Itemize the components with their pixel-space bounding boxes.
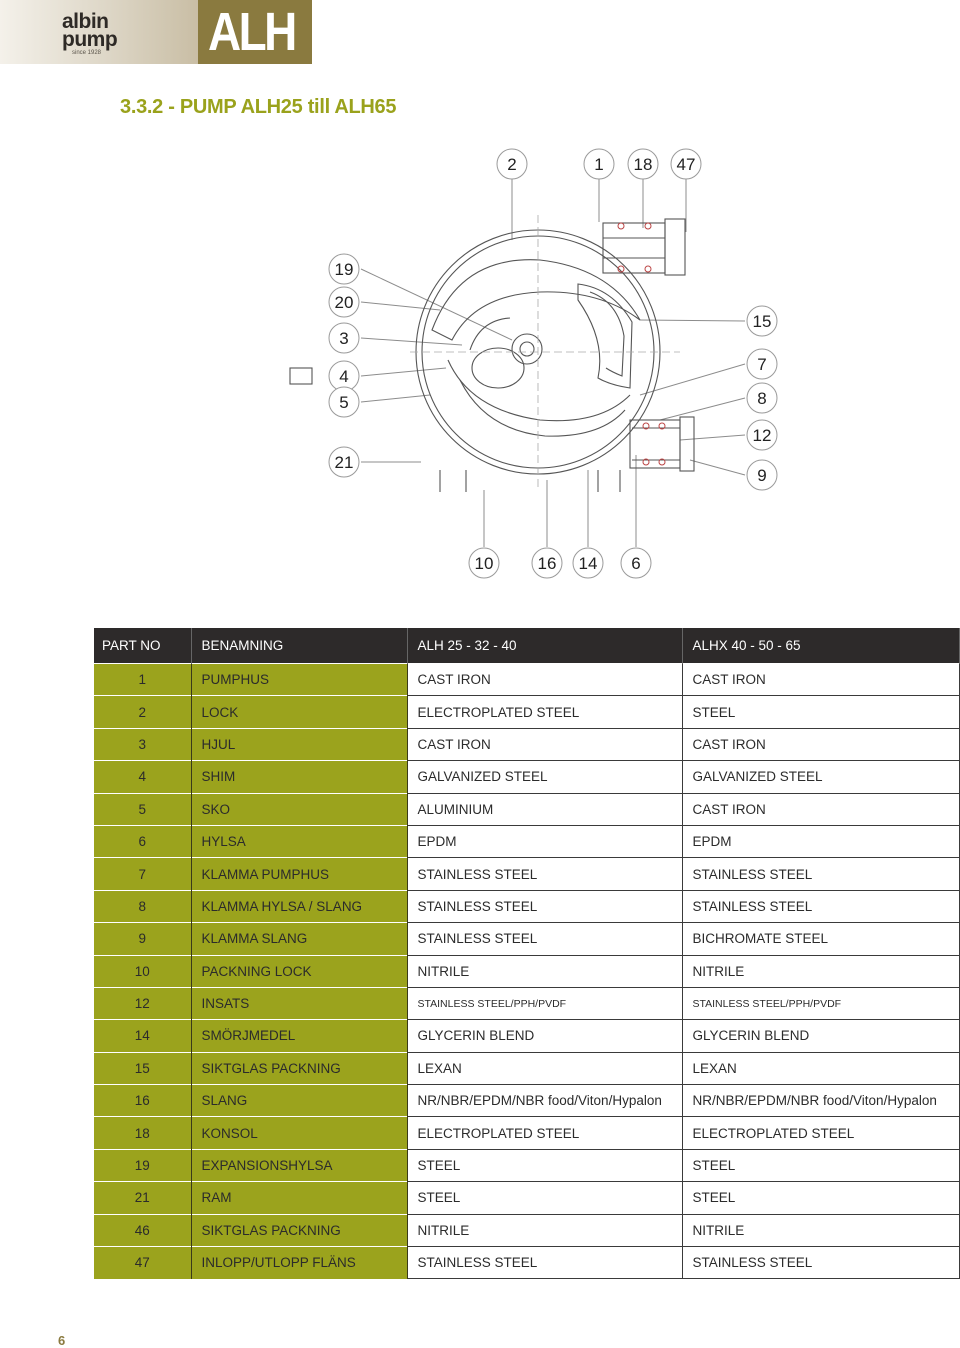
part-no-cell: 8 <box>94 890 191 922</box>
part-no-cell: 4 <box>94 761 191 793</box>
alhx-material-cell: GALVANIZED STEEL <box>682 761 959 793</box>
part-no-cell: 7 <box>94 858 191 890</box>
table-row <box>94 923 959 955</box>
benamning-cell: KLAMMA HYLSA / SLANG <box>191 890 407 922</box>
benamning-cell: SIKTGLAS PACKNING <box>191 1052 407 1084</box>
part-no-cell: 47 <box>94 1247 191 1279</box>
alh-material-cell: NITRILE <box>407 955 682 987</box>
benamning-cell: LOCK <box>191 696 407 728</box>
alhx-material-cell: BICHROMATE STEEL <box>682 923 959 955</box>
part-no-cell: 15 <box>94 1052 191 1084</box>
part-no-cell: 5 <box>94 793 191 825</box>
alh-material-cell: GLYCERIN BLEND <box>407 1020 682 1052</box>
callout-label: 2 <box>507 155 517 174</box>
part-no-cell: 14 <box>94 1020 191 1052</box>
alh-material-cell: STAINLESS STEEL <box>407 858 682 890</box>
callout-label: 10 <box>474 554 494 573</box>
callout-label: 14 <box>578 554 598 573</box>
callout-label: 1 <box>594 155 604 174</box>
alhx-material-cell: EPDM <box>682 825 959 857</box>
table-row <box>94 1149 959 1181</box>
callout-label: 4 <box>339 367 349 386</box>
alh-material-cell: ELECTROPLATED STEEL <box>407 696 682 728</box>
logo-since: since 1928 <box>72 50 102 56</box>
table-row <box>94 825 959 857</box>
table-row <box>94 955 959 987</box>
benamning-cell: KLAMMA PUMPHUS <box>191 858 407 890</box>
alhx-material-cell: STAINLESS STEEL <box>682 1247 959 1279</box>
header-part-no: PART NO <box>94 628 191 664</box>
callout-label: 20 <box>334 293 354 312</box>
benamning-cell: SLANG <box>191 1085 407 1117</box>
part-no-cell: 18 <box>94 1117 191 1149</box>
parts-table-body <box>94 664 959 1279</box>
part-no-cell: 9 <box>94 923 191 955</box>
alhx-material-cell: STEEL <box>682 1182 959 1214</box>
alh-material-cell: NITRILE <box>407 1214 682 1246</box>
alhx-material-cell: NITRILE <box>682 955 959 987</box>
alh-material-cell: ALUMINIUM <box>407 793 682 825</box>
alh-material-cell: LEXAN <box>407 1052 682 1084</box>
table-row <box>94 761 959 793</box>
table-row <box>94 793 959 825</box>
alhx-material-cell: STEEL <box>682 1149 959 1181</box>
benamning-cell: EXPANSIONSHYLSA <box>191 1149 407 1181</box>
table-row <box>94 890 959 922</box>
alh-material-cell: STAINLESS STEEL <box>407 1247 682 1279</box>
benamning-cell: HYLSA <box>191 825 407 857</box>
alhx-material-cell: STAINLESS STEEL <box>682 858 959 890</box>
alhx-material-cell: STAINLESS STEEL <box>682 890 959 922</box>
table-row <box>94 696 959 728</box>
alhx-material-cell: ELECTROPLATED STEEL <box>682 1117 959 1149</box>
table-row <box>94 987 959 1019</box>
alh-material-cell: EPDM <box>407 825 682 857</box>
part-no-cell: 10 <box>94 955 191 987</box>
parts-table <box>94 628 960 1279</box>
table-row <box>94 858 959 890</box>
callout-label: 5 <box>339 393 349 412</box>
benamning-cell: PUMPHUS <box>191 664 407 696</box>
alh-material-cell: STAINLESS STEEL/PPH/PVDF <box>407 987 682 1019</box>
alh-material-cell: NR/NBR/EPDM/NBR food/Viton/Hypalon <box>407 1085 682 1117</box>
benamning-cell: KLAMMA SLANG <box>191 923 407 955</box>
callout-label: 7 <box>757 355 767 374</box>
page-number: 6 <box>58 1333 66 1348</box>
pump-diagram <box>0 0 960 600</box>
alh-material-cell: GALVANIZED STEEL <box>407 761 682 793</box>
callout-label: 18 <box>633 155 653 174</box>
alh-material-cell: STAINLESS STEEL <box>407 923 682 955</box>
part-no-cell: 3 <box>94 728 191 760</box>
alhx-material-cell: LEXAN <box>682 1052 959 1084</box>
callout-label: 8 <box>757 389 767 408</box>
logo-line-2: pump <box>62 28 118 51</box>
benamning-cell: KONSOL <box>191 1117 407 1149</box>
benamning-cell: SIKTGLAS PACKNING <box>191 1214 407 1246</box>
benamning-cell: SMÖRJMEDEL <box>191 1020 407 1052</box>
table-row <box>94 1117 959 1149</box>
alh-material-cell: STEEL <box>407 1149 682 1181</box>
part-no-cell: 16 <box>94 1085 191 1117</box>
model-name: ALH <box>208 2 295 62</box>
callout-label: 15 <box>752 312 772 331</box>
benamning-cell: INLOPP/UTLOPP FLÄNS <box>191 1247 407 1279</box>
table-row <box>94 1247 959 1279</box>
benamning-cell: HJUL <box>191 728 407 760</box>
alhx-material-cell: CAST IRON <box>682 664 959 696</box>
table-row <box>94 1085 959 1117</box>
callout-label: 19 <box>334 260 354 279</box>
part-no-cell: 6 <box>94 825 191 857</box>
alh-material-cell: CAST IRON <box>407 664 682 696</box>
callout-label: 12 <box>752 426 772 445</box>
header-alhx: ALHX 40 - 50 - 65 <box>682 628 959 664</box>
part-no-cell: 19 <box>94 1149 191 1181</box>
alhx-material-cell: STAINLESS STEEL/PPH/PVDF <box>682 987 959 1019</box>
alh-material-cell: STAINLESS STEEL <box>407 890 682 922</box>
callout-label: 16 <box>537 554 557 573</box>
alhx-material-cell: NITRILE <box>682 1214 959 1246</box>
table-row <box>94 1052 959 1084</box>
alhx-material-cell: CAST IRON <box>682 793 959 825</box>
alhx-material-cell: STEEL <box>682 696 959 728</box>
alhx-material-cell: NR/NBR/EPDM/NBR food/Viton/Hypalon <box>682 1085 959 1117</box>
benamning-cell: SKO <box>191 793 407 825</box>
callout-label: 47 <box>676 155 696 174</box>
part-no-cell: 12 <box>94 987 191 1019</box>
part-no-cell: 1 <box>94 664 191 696</box>
benamning-cell: SHIM <box>191 761 407 793</box>
callout-label: 3 <box>339 329 349 348</box>
alh-material-cell: STEEL <box>407 1182 682 1214</box>
callouts <box>329 149 777 578</box>
section-title: 3.3.2 - PUMP ALH25 till ALH65 <box>120 96 397 118</box>
table-row <box>94 1182 959 1214</box>
benamning-cell: RAM <box>191 1182 407 1214</box>
table-header-row <box>94 628 959 664</box>
table-row <box>94 1020 959 1052</box>
table-row <box>94 728 959 760</box>
table-row <box>94 664 959 696</box>
benamning-cell: PACKNING LOCK <box>191 955 407 987</box>
callout-label: 6 <box>631 554 641 573</box>
part-no-cell: 2 <box>94 696 191 728</box>
alhx-material-cell: CAST IRON <box>682 728 959 760</box>
benamning-cell: INSATS <box>191 987 407 1019</box>
callout-label: 21 <box>334 453 354 472</box>
alh-material-cell: ELECTROPLATED STEEL <box>407 1117 682 1149</box>
callout-label: 9 <box>757 466 767 485</box>
alh-material-cell: CAST IRON <box>407 728 682 760</box>
part-no-cell: 46 <box>94 1214 191 1246</box>
part-no-cell: 21 <box>94 1182 191 1214</box>
table-row <box>94 1214 959 1246</box>
alhx-material-cell: GLYCERIN BLEND <box>682 1020 959 1052</box>
header-alh: ALH 25 - 32 - 40 <box>407 628 682 664</box>
logo-line-1: albin <box>62 10 109 33</box>
header-benamning: BENAMNING <box>191 628 407 664</box>
